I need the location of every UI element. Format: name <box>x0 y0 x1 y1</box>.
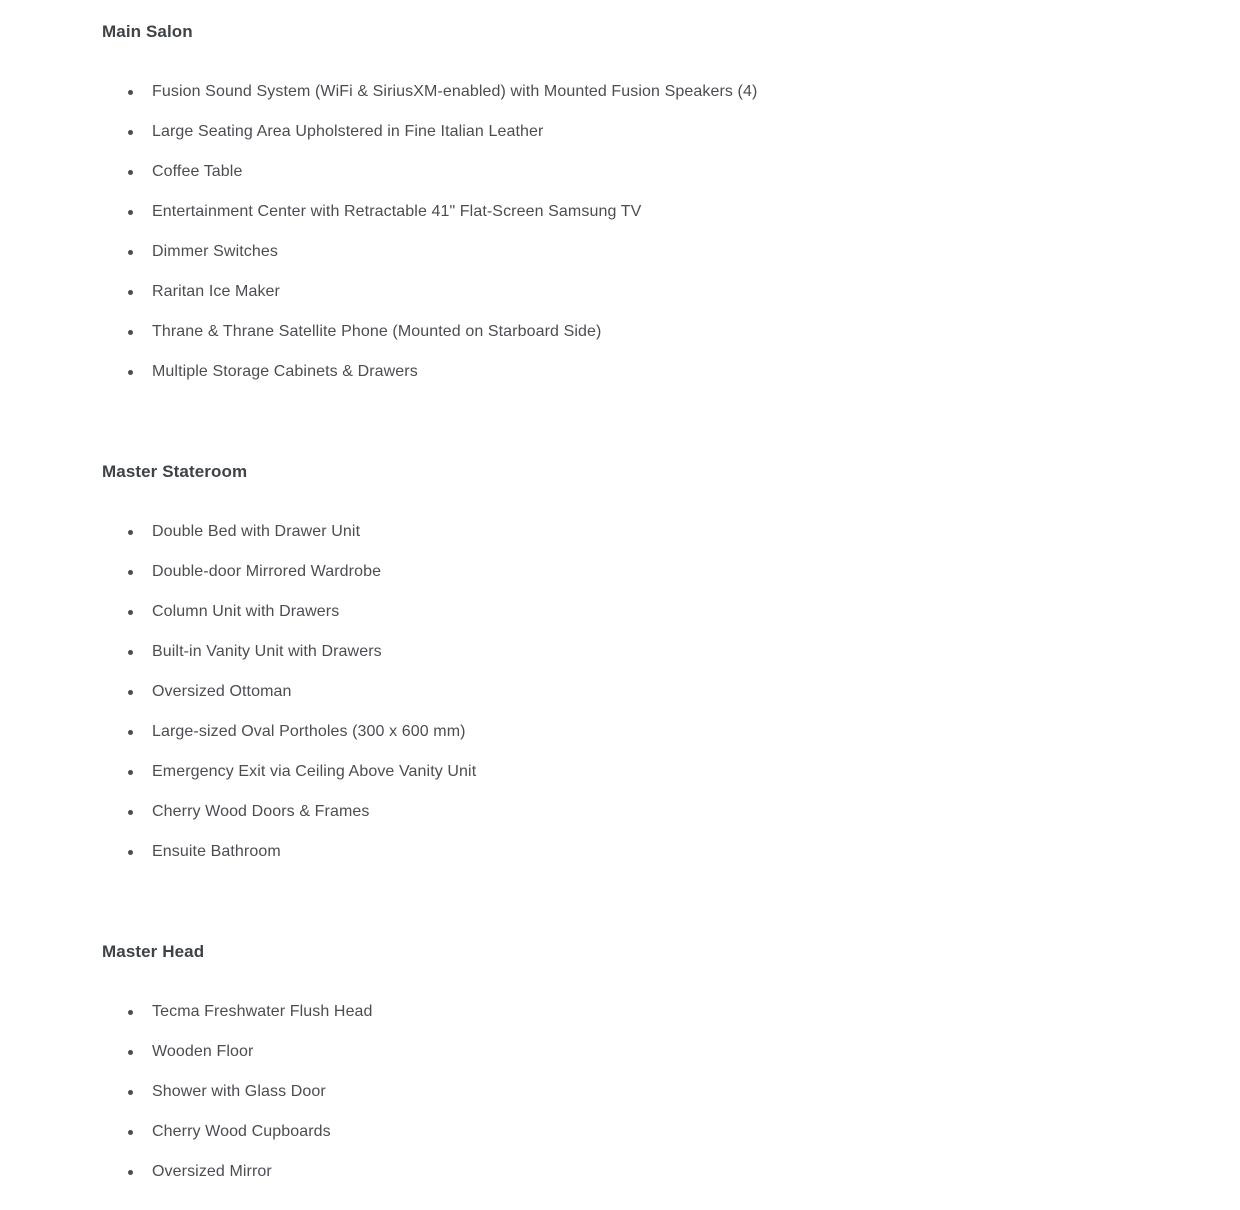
list-item-text: Wooden Floor <box>152 1043 254 1060</box>
bullet-dot <box>128 170 133 175</box>
bullet-dot <box>128 1050 133 1055</box>
list-item-text: Double-door Mirrored Wardrobe <box>152 563 382 580</box>
section-heading: Master Stateroom <box>102 462 248 481</box>
list-item <box>102 272 1200 312</box>
list-item <box>102 832 1200 872</box>
list-item-text: Column Unit with Drawers <box>152 603 340 620</box>
list-item-text: Thrane & Thrane Satellite Phone (Mounted on Starboard Side) <box>152 323 602 340</box>
list-item <box>102 992 1200 1032</box>
list-item <box>102 1032 1200 1072</box>
list-item <box>102 592 1200 632</box>
bullet-dot <box>128 90 133 95</box>
list-item-text: Double Bed with Drawer Unit <box>152 523 361 540</box>
bullet-dot <box>128 1170 133 1175</box>
bullet-dot <box>128 810 133 815</box>
list-item <box>102 312 1200 352</box>
list-item-text: Multiple Storage Cabinets & Drawers <box>152 363 418 380</box>
list-item <box>102 632 1200 672</box>
list-item-text: Entertainment Center with Retractable 41" Flat-Screen Samsung TV <box>152 203 642 220</box>
section-heading: Master Head <box>102 942 205 961</box>
bullet-dot <box>128 770 133 775</box>
bullet-dot <box>128 370 133 375</box>
bullet-dot <box>128 730 133 735</box>
spec-list <box>102 992 1200 1192</box>
list-item-text: Oversized Ottoman <box>152 683 292 700</box>
bullet-dot <box>128 1130 133 1135</box>
spec-list <box>102 512 1200 872</box>
list-item <box>102 672 1200 712</box>
list-item <box>102 1112 1200 1152</box>
spec-list <box>102 72 1200 392</box>
bullet-dot <box>128 570 133 575</box>
bullet-dot <box>128 1090 133 1095</box>
bullet-dot <box>128 210 133 215</box>
list-item <box>102 112 1200 152</box>
list-item <box>102 1152 1200 1192</box>
list-item-text: Fusion Sound System (WiFi & SiriusXM-enabled) with Mounted Fusion Speakers (4) <box>152 83 758 100</box>
list-item <box>102 152 1200 192</box>
list-item <box>102 232 1200 272</box>
list-item <box>102 752 1200 792</box>
list-item-text: Cherry Wood Doors & Frames <box>152 803 370 820</box>
list-item <box>102 1072 1200 1112</box>
list-item <box>102 712 1200 752</box>
bullet-dot <box>128 250 133 255</box>
bullet-dot <box>128 1010 133 1015</box>
spec-section <box>102 22 1200 392</box>
list-item-text: Raritan Ice Maker <box>152 283 280 300</box>
bullet-dot <box>128 610 133 615</box>
list-item <box>102 192 1200 232</box>
list-item-text: Ensuite Bathroom <box>152 843 281 860</box>
bullet-dot <box>128 530 133 535</box>
list-item <box>102 72 1200 112</box>
list-item-text: Shower with Glass Door <box>152 1083 326 1100</box>
list-item-text: Emergency Exit via Ceiling Above Vanity Unit <box>152 763 477 780</box>
list-item-text: Oversized Mirror <box>152 1163 272 1180</box>
bullet-dot <box>128 650 133 655</box>
spec-section <box>102 462 1200 872</box>
section-heading: Main Salon <box>102 22 193 41</box>
list-item-text: Coffee Table <box>152 163 243 180</box>
bullet-dot <box>128 850 133 855</box>
bullet-dot <box>128 130 133 135</box>
list-item-text: Dimmer Switches <box>152 243 278 260</box>
list-item <box>102 792 1200 832</box>
list-item-text: Large Seating Area Upholstered in Fine Italian Leather <box>152 123 544 140</box>
list-item-text: Large-sized Oval Portholes (300 x 600 mm) <box>152 723 466 740</box>
list-item-text: Tecma Freshwater Flush Head <box>152 1003 373 1020</box>
bullet-dot <box>128 330 133 335</box>
spec-sections-container <box>102 22 1200 1192</box>
list-item <box>102 352 1200 392</box>
spec-section <box>102 942 1200 1192</box>
bullet-dot <box>128 690 133 695</box>
bullet-dot <box>128 290 133 295</box>
list-item-text: Built-in Vanity Unit with Drawers <box>152 643 382 660</box>
list-item-text: Cherry Wood Cupboards <box>152 1123 331 1140</box>
list-item <box>102 552 1200 592</box>
list-item <box>102 512 1200 552</box>
